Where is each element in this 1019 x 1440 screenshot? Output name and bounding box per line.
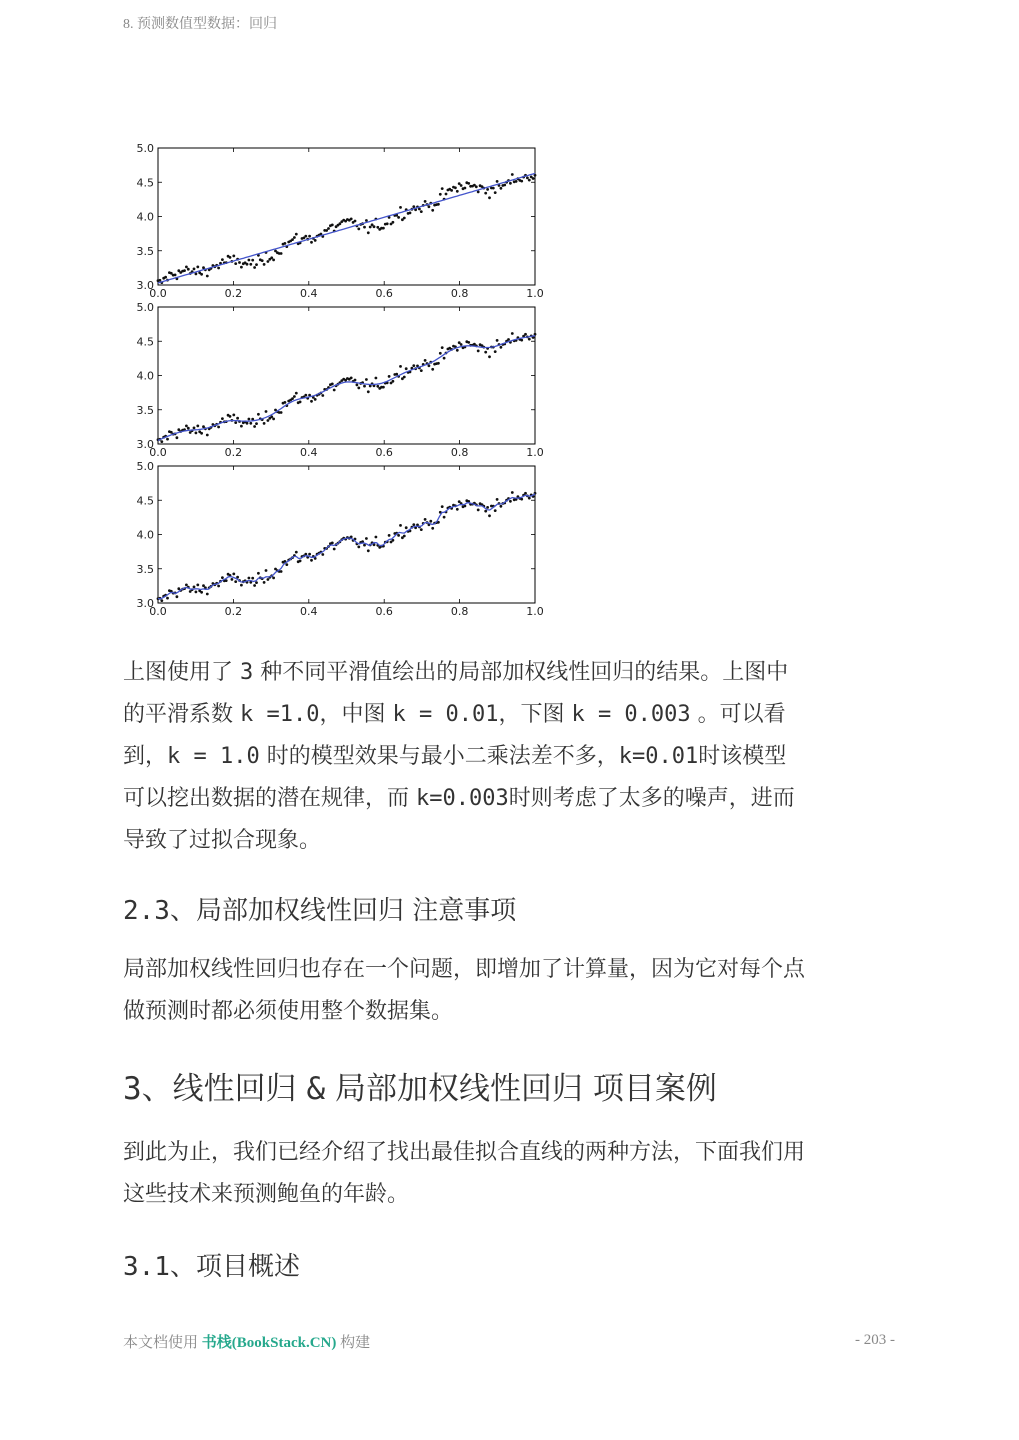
y-tick-label: 3.5 xyxy=(136,403,154,417)
data-point xyxy=(467,182,470,185)
data-point xyxy=(532,177,535,180)
data-point xyxy=(196,266,199,269)
data-point xyxy=(477,191,480,194)
data-point xyxy=(439,193,442,196)
data-point xyxy=(236,576,239,579)
data-point xyxy=(500,505,503,508)
data-point xyxy=(503,184,506,187)
data-point xyxy=(454,186,457,189)
data-point xyxy=(418,208,421,211)
x-tick-label: 0.2 xyxy=(224,446,243,459)
data-point xyxy=(492,187,495,190)
data-point xyxy=(166,597,169,600)
data-point xyxy=(507,338,510,341)
data-point xyxy=(420,210,423,213)
data-point xyxy=(339,222,342,225)
data-point xyxy=(403,376,406,379)
data-point xyxy=(240,425,243,428)
subplot-3 xyxy=(137,460,544,618)
data-point xyxy=(231,578,234,581)
data-point xyxy=(284,242,287,245)
data-point xyxy=(217,426,220,429)
data-point xyxy=(267,260,270,263)
data-point xyxy=(232,255,235,258)
data-point xyxy=(267,578,270,581)
data-point xyxy=(240,584,243,587)
data-point xyxy=(399,365,402,368)
x-tick-label: 0.6 xyxy=(375,446,393,459)
data-point xyxy=(257,572,260,575)
data-point xyxy=(263,422,266,425)
data-point xyxy=(488,514,491,517)
plot-frame xyxy=(158,466,535,603)
data-point xyxy=(367,390,370,393)
data-point xyxy=(321,553,324,556)
data-point xyxy=(409,212,412,215)
data-point xyxy=(386,222,389,225)
y-tick-label: 4.5 xyxy=(136,494,154,508)
data-point xyxy=(333,548,336,551)
data-point xyxy=(496,180,499,183)
data-point xyxy=(388,534,391,537)
y-tick-label: 4.0 xyxy=(136,528,154,542)
data-point xyxy=(249,422,252,425)
data-point xyxy=(488,355,491,358)
data-point xyxy=(327,227,330,230)
data-point xyxy=(520,339,523,342)
data-point xyxy=(509,182,512,185)
data-point xyxy=(195,591,198,594)
data-point xyxy=(484,351,487,354)
x-tick-label: 0.4 xyxy=(300,446,318,459)
data-point xyxy=(354,220,357,223)
data-point xyxy=(295,392,298,395)
y-tick-label: 3.0 xyxy=(136,438,154,451)
data-point xyxy=(314,239,317,242)
data-point xyxy=(217,267,220,270)
data-point xyxy=(486,188,489,191)
data-point xyxy=(248,577,251,580)
data-point xyxy=(524,333,527,336)
data-point xyxy=(431,209,434,212)
heading-2-3: 2.3、局部加权线性回归 注意事项 xyxy=(123,896,517,926)
data-point xyxy=(424,200,427,203)
data-point xyxy=(365,537,368,540)
data-point xyxy=(437,203,440,206)
data-point xyxy=(295,233,298,236)
data-point xyxy=(395,373,398,376)
data-point xyxy=(382,386,385,389)
x-tick-label: 0.8 xyxy=(450,287,469,300)
data-point xyxy=(441,346,444,349)
data-point xyxy=(174,274,177,277)
data-point xyxy=(445,193,448,196)
data-point xyxy=(285,563,288,566)
subplot-2 xyxy=(137,301,544,459)
paragraph-computation-cost: 局部加权线性回归也存在一个问题，即增加了计算量，因为它对每个点 做预测时都必须使用整个数据集。 xyxy=(123,957,806,1024)
x-tick-label: 0.2 xyxy=(224,605,243,618)
data-point xyxy=(238,261,241,264)
data-point xyxy=(460,343,463,346)
data-point xyxy=(166,438,169,441)
data-point xyxy=(412,205,415,208)
data-point xyxy=(246,422,249,425)
running-header: 8. 预测数值型数据：回归 xyxy=(123,17,277,32)
data-point xyxy=(263,581,266,584)
data-point xyxy=(217,585,220,588)
data-point xyxy=(424,359,427,362)
data-point xyxy=(304,235,307,238)
data-point xyxy=(367,549,370,552)
data-point xyxy=(176,436,179,439)
data-point xyxy=(456,508,459,511)
data-point xyxy=(524,492,527,495)
data-point xyxy=(405,367,408,370)
data-point xyxy=(229,256,232,259)
page-number: - 203 - xyxy=(855,1332,895,1348)
data-point xyxy=(528,338,531,341)
data-point xyxy=(429,520,432,523)
data-point xyxy=(477,350,480,353)
data-point xyxy=(526,177,529,180)
data-point xyxy=(265,569,268,572)
data-point xyxy=(333,389,336,392)
data-point xyxy=(494,509,497,512)
data-point xyxy=(350,377,353,380)
data-point xyxy=(450,189,453,192)
data-point xyxy=(397,216,400,219)
data-point xyxy=(412,523,415,526)
data-point xyxy=(464,187,467,190)
y-tick-label: 3.0 xyxy=(136,597,154,610)
data-point xyxy=(399,524,402,527)
data-point xyxy=(248,259,251,262)
data-point xyxy=(280,411,283,414)
data-point xyxy=(187,427,190,430)
data-point xyxy=(369,226,372,229)
data-point xyxy=(310,241,313,244)
data-point xyxy=(202,266,205,269)
data-point xyxy=(236,417,239,420)
page-content xyxy=(123,652,898,1283)
plot-frame xyxy=(158,307,535,444)
data-point xyxy=(255,263,258,266)
data-point xyxy=(206,434,209,437)
data-point xyxy=(232,573,235,576)
data-point xyxy=(486,506,489,509)
data-point xyxy=(354,379,357,382)
data-point xyxy=(232,414,235,417)
data-point xyxy=(291,238,294,241)
data-point xyxy=(375,377,378,380)
data-point xyxy=(196,584,199,587)
data-point xyxy=(295,551,298,554)
x-tick-label: 0.4 xyxy=(300,287,318,300)
data-point xyxy=(382,227,385,230)
data-point xyxy=(357,546,360,549)
data-point xyxy=(261,259,264,262)
data-point xyxy=(399,206,402,209)
data-point xyxy=(164,276,167,279)
data-point xyxy=(234,580,237,583)
data-point xyxy=(331,383,334,386)
data-point xyxy=(515,180,518,183)
data-point xyxy=(428,205,431,208)
x-tick-label: 0.0 xyxy=(149,605,167,618)
data-point xyxy=(202,425,205,428)
data-point xyxy=(397,534,400,537)
data-point xyxy=(357,387,360,390)
data-point xyxy=(310,559,313,562)
data-point xyxy=(496,339,499,342)
data-point xyxy=(293,236,296,239)
data-point xyxy=(193,268,196,271)
data-point xyxy=(443,516,446,519)
data-point xyxy=(196,425,199,428)
x-tick-label: 0.8 xyxy=(450,605,469,618)
data-point xyxy=(511,173,514,176)
data-point xyxy=(477,509,480,512)
data-point xyxy=(280,570,283,573)
data-point xyxy=(460,184,463,187)
data-point xyxy=(255,422,258,425)
data-point xyxy=(443,357,446,360)
data-point xyxy=(299,401,302,404)
x-tick-label: 0.6 xyxy=(375,605,393,618)
data-point xyxy=(441,505,444,508)
x-tick-label: 0.6 xyxy=(375,287,393,300)
data-point xyxy=(200,432,203,435)
data-point xyxy=(511,332,514,335)
data-point xyxy=(488,196,491,199)
data-point xyxy=(331,224,334,227)
data-point xyxy=(200,273,203,276)
data-point xyxy=(494,350,497,353)
bookstack-link[interactable]: 书栈(BookStack.CN) xyxy=(201,1335,337,1351)
data-point xyxy=(321,394,324,397)
data-point xyxy=(437,362,440,365)
data-point xyxy=(441,187,444,190)
data-point xyxy=(500,346,503,349)
heading-3: 3、线性回归 & 局部加权线性回归 项目案例 xyxy=(123,1071,717,1107)
data-point xyxy=(392,221,395,224)
data-point xyxy=(229,415,232,418)
data-point xyxy=(200,591,203,594)
y-tick-label: 4.5 xyxy=(136,335,154,349)
y-tick-label: 4.0 xyxy=(136,210,154,224)
data-point xyxy=(293,395,296,398)
data-point xyxy=(314,398,317,401)
data-point xyxy=(388,375,391,378)
x-tick-label: 0.2 xyxy=(224,287,243,300)
data-point xyxy=(494,191,497,194)
data-point xyxy=(246,263,249,266)
y-tick-label: 3.5 xyxy=(136,562,154,576)
data-point xyxy=(272,418,275,421)
data-point xyxy=(221,258,224,261)
x-tick-label: 1.0 xyxy=(526,446,544,459)
data-point xyxy=(185,584,188,587)
data-point xyxy=(202,584,205,587)
data-point xyxy=(528,179,531,182)
data-point xyxy=(187,268,190,271)
y-tick-label: 4.5 xyxy=(136,176,154,190)
data-point xyxy=(373,225,376,228)
x-tick-label: 0.8 xyxy=(450,446,469,459)
data-point xyxy=(439,352,442,355)
figure-three-regression-plots xyxy=(132,140,552,620)
data-point xyxy=(376,226,379,229)
subplot-1 xyxy=(137,142,544,300)
data-point xyxy=(160,599,163,602)
data-point xyxy=(267,419,270,422)
x-tick-label: 1.0 xyxy=(526,287,544,300)
y-tick-label: 5.0 xyxy=(136,301,154,314)
data-point xyxy=(412,364,415,367)
data-point xyxy=(520,180,523,183)
y-tick-label: 5.0 xyxy=(136,460,154,473)
data-point xyxy=(176,595,179,598)
data-point xyxy=(431,368,434,371)
data-point xyxy=(403,535,406,538)
data-point xyxy=(255,581,258,584)
data-point xyxy=(221,417,224,420)
data-point xyxy=(221,576,224,579)
data-point xyxy=(272,259,275,262)
data-point xyxy=(365,219,368,222)
data-point xyxy=(265,410,268,413)
x-tick-label: 0.4 xyxy=(300,605,318,618)
data-point xyxy=(310,400,313,403)
data-point xyxy=(185,266,188,269)
data-point xyxy=(392,380,395,383)
data-point xyxy=(253,425,256,428)
data-point xyxy=(304,394,307,397)
data-point xyxy=(272,577,275,580)
data-point xyxy=(456,190,459,193)
data-point xyxy=(420,528,423,531)
data-point xyxy=(270,256,273,259)
data-point xyxy=(280,252,283,255)
data-point xyxy=(263,263,266,266)
data-point xyxy=(363,385,366,388)
data-point xyxy=(357,228,360,231)
data-point xyxy=(331,542,334,545)
data-point xyxy=(365,378,368,381)
y-tick-label: 5.0 xyxy=(136,142,154,155)
paragraph-abalone-intro: 到此为止，我们已经介绍了找出最佳拟合直线的两种方法，下面我们用 这些技术来预测鲍鱼的年龄。 xyxy=(123,1140,806,1207)
data-point xyxy=(467,341,470,344)
data-point xyxy=(248,418,251,421)
data-point xyxy=(500,187,503,190)
x-tick-label: 0.0 xyxy=(149,446,167,459)
data-point xyxy=(475,185,478,188)
data-point xyxy=(183,269,186,272)
data-point xyxy=(253,584,256,587)
data-point xyxy=(509,500,512,503)
data-point xyxy=(428,364,431,367)
data-point xyxy=(240,266,243,269)
data-point xyxy=(403,217,406,220)
data-point xyxy=(308,235,311,238)
data-point xyxy=(424,518,427,521)
plot-frame xyxy=(158,148,535,285)
data-point xyxy=(484,192,487,195)
y-tick-label: 4.0 xyxy=(136,369,154,383)
y-tick-label: 3.5 xyxy=(136,244,154,258)
data-point xyxy=(193,586,196,589)
data-point xyxy=(456,349,459,352)
data-point xyxy=(257,413,260,416)
data-point xyxy=(251,577,254,580)
data-point xyxy=(431,527,434,530)
data-point xyxy=(405,526,408,529)
data-point xyxy=(375,536,378,539)
data-point xyxy=(356,384,359,387)
data-point xyxy=(195,432,198,435)
data-point xyxy=(234,421,237,424)
data-point xyxy=(350,218,353,221)
data-point xyxy=(159,279,162,282)
data-point xyxy=(363,226,366,229)
data-point xyxy=(420,369,423,372)
data-point xyxy=(367,231,370,234)
footer-credit: 本文档使用 书栈(BookStack.CN) 构建 xyxy=(123,1335,371,1351)
data-point xyxy=(284,401,287,404)
data-point xyxy=(160,440,163,443)
data-point xyxy=(251,259,254,262)
data-point xyxy=(496,498,499,501)
data-point xyxy=(299,560,302,563)
data-point xyxy=(206,275,209,278)
data-point xyxy=(308,553,311,556)
data-point xyxy=(193,427,196,430)
data-point xyxy=(511,491,514,494)
data-point xyxy=(376,385,379,388)
x-tick-label: 1.0 xyxy=(526,605,544,618)
heading-3-1: 3.1、项目概述 xyxy=(123,1252,300,1282)
paragraph-smoothing-results: 上图使用了 3 种不同平滑值绘出的局部加权线性回归的结果。上图中 的平滑系数 k =1.0，中图 k = 0.01，下图 k = 0.003 。可以看 到，k = 1.0 时的模型效果与最小二乘法差不多，k=0.01时该模型 可以挖出数据的潜在规律，而 k=0.003时则考虑了太多的噪声，进而 导致了过拟合现象。 xyxy=(123,660,795,853)
y-tick-label: 3.0 xyxy=(136,279,154,292)
data-point xyxy=(195,273,198,276)
data-point xyxy=(206,593,209,596)
regression-plots-svg xyxy=(132,140,552,620)
data-point xyxy=(185,425,188,428)
data-point xyxy=(253,266,256,269)
data-point xyxy=(528,497,531,500)
data-point xyxy=(291,397,294,400)
x-tick-label: 0.0 xyxy=(149,287,167,300)
data-point xyxy=(249,263,252,266)
data-point xyxy=(234,262,237,265)
